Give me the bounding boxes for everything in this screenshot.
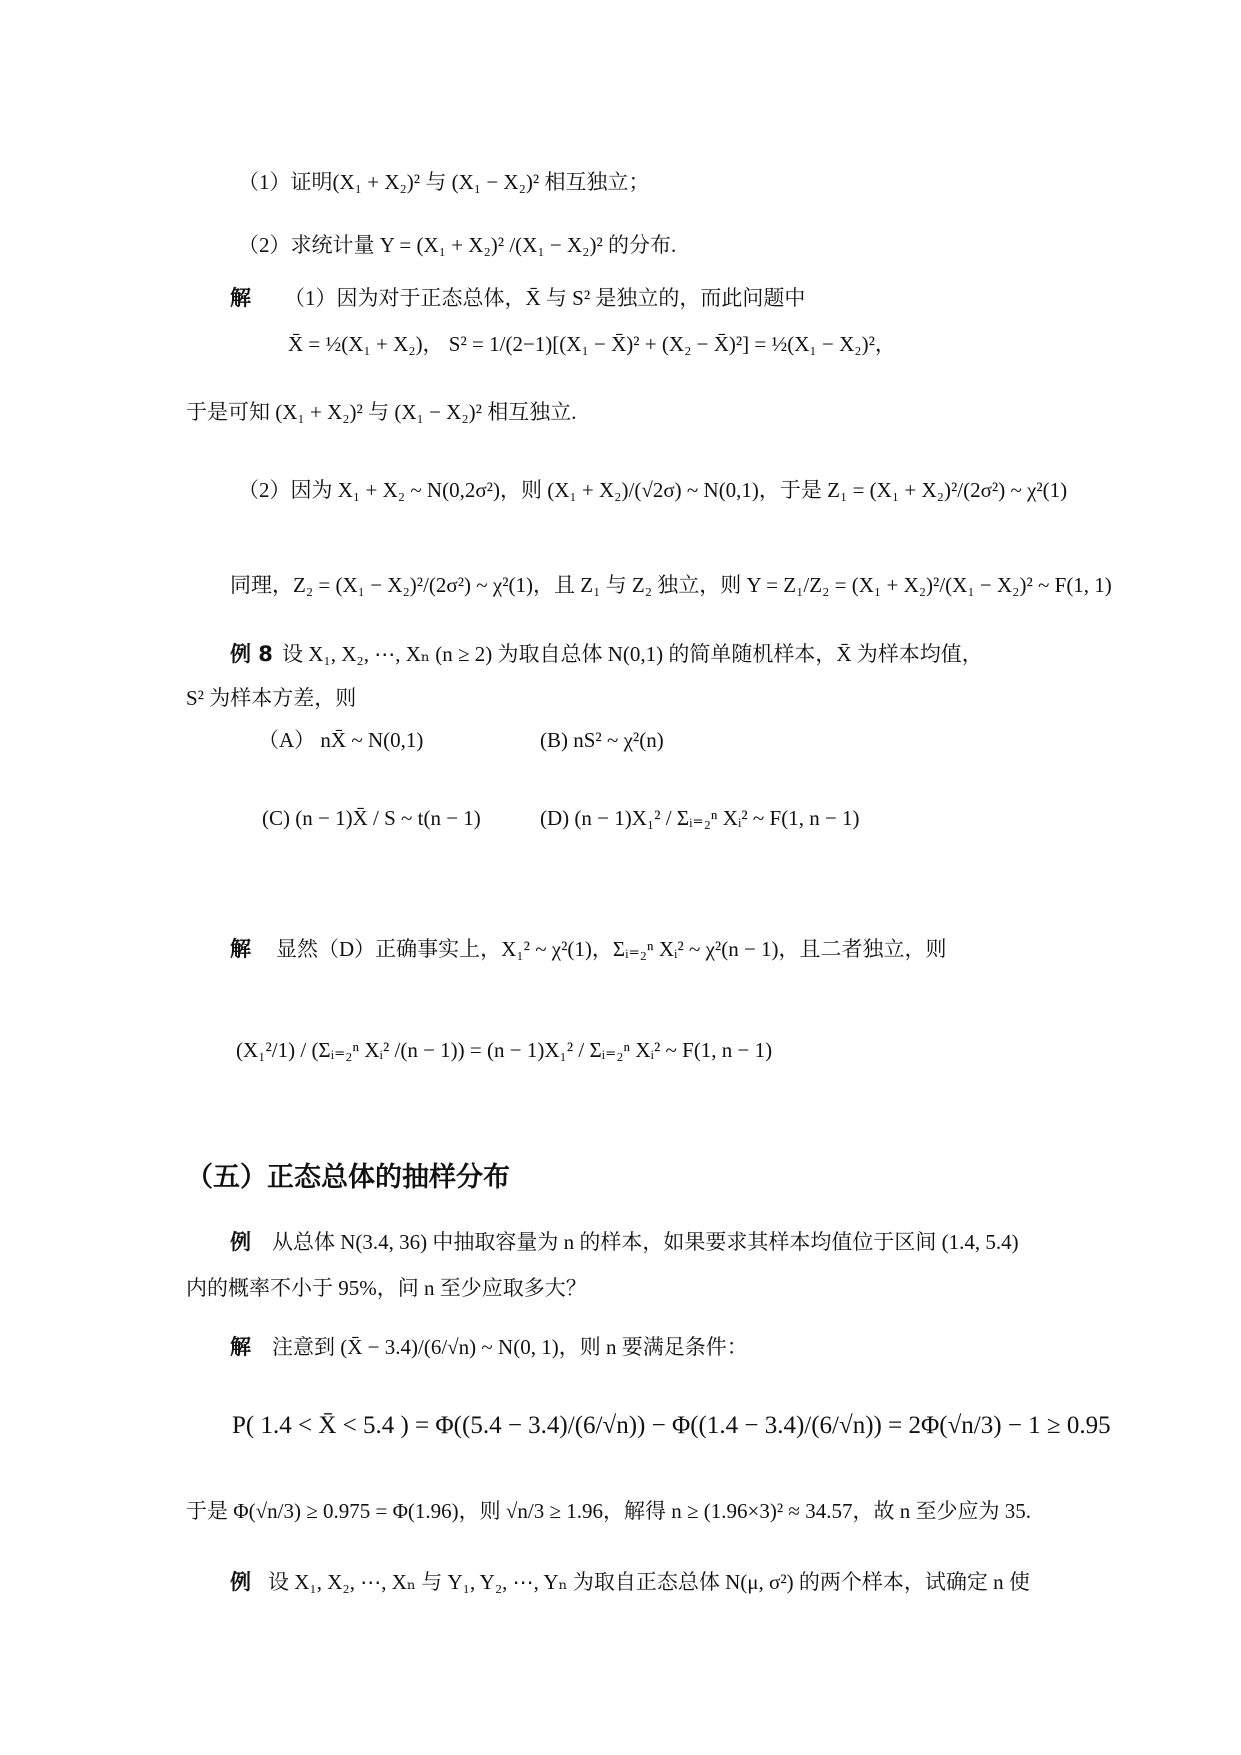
example-8-line-2: S² 为样本方差，则 [186,686,357,710]
probability-formula: P( 1.4 < X̄ < 5.4 ) = Φ((5.4 − 3.4)/(6/√n)) − Φ((1.4 − 3.4)/(6/√n)) = 2Φ(√n/3) − 1 ≥ 0.95 [232,1412,1111,1439]
example-label-2: 例 [230,1570,251,1594]
section-heading: （五）正态总体的抽样分布 [186,1162,510,1193]
solution-line-1: （1）因为对于正态总体，X̄ 与 S² 是独立的，而此问题中 [284,286,806,310]
solution-example-8-line-1: 显然（D）正确事实上，X₁² ~ χ²(1)，Σᵢ₌₂ⁿ Xᵢ² ~ χ²(n − 1)，且二者独立，则 [276,937,947,961]
option-b: (B) nS² ~ χ²(n) [540,728,664,752]
result-line: 于是 Φ(√n/3) ≥ 0.975 = Φ(1.96)，则 √n/3 ≥ 1.96，解得 n ≥ (1.96×3)² ≈ 34.57，故 n 至少应为 35. [186,1499,1031,1523]
solution-conclusion-1: 于是可知 (X₁ + X₂)² 与 (X₁ − X₂)² 相互独立. [186,400,577,424]
solution-formula-sample-mean-variance: X̄ = ½(X₁ + X₂)， S² = 1/(2−1)[(X₁ − X̄)² + (X₂ − X̄)²] = ½(X₁ − X₂)²， [288,332,896,356]
example-8-line-1: 设 X₁, X₂, ⋯, Xₙ (n ≥ 2) 为取自总体 N(0,1) 的简单随机样本，X̄ 为样本均值， [282,642,983,666]
solution-line-3: 注意到 (X̄ − 3.4)/(6/√n) ~ N(0, 1)，则 n 要满足条件： [272,1335,748,1359]
solution-label-1: 解 [230,286,251,310]
option-c: (C) (n − 1)X̄ / S ~ t(n − 1) [262,806,481,830]
option-d: (D) (n − 1)X₁² / Σᵢ₌₂ⁿ Xᵢ² ~ F(1, n − 1) [540,806,860,830]
example-line-1: 从总体 N(3.4, 36) 中抽取容量为 n 的样本，如果要求其样本均值位于区间 (1.4, 5.4) [272,1230,1019,1254]
statement-line-1: （1）证明(X₁ + X₂)² 与 (X₁ − X₂)² 相互独立； [238,170,650,194]
example-8-label: 例 8 [230,642,273,666]
solution-part-2-line-2: 同理，Z₂ = (X₁ − X₂)²/(2σ²) ~ χ²(1)，且 Z₁ 与 Z₂ 独立，则 Y = Z₁/Z₂ = (X₁ + X₂)²/(X₁ − X₂)² ~ F(1, 1) [230,573,1112,597]
solution-label-3: 解 [230,1335,251,1359]
option-a: （A） nX̄ ~ N(0,1) [258,728,424,752]
statement-line-2: （2）求统计量 Y = (X₁ + X₂)² /(X₁ − X₂)² 的分布. [238,233,677,257]
solution-label-2: 解 [230,937,251,961]
solution-part-2-line: （2）因为 X₁ + X₂ ~ N(0,2σ²)，则 (X₁ + X₂)/(√2σ) ~ N(0,1)，于是 Z₁ = (X₁ + X₂)²/(2σ²) ~ χ²(1) [238,478,1068,502]
solution-example-8-formula: (X₁²/1) / (Σᵢ₌₂ⁿ Xᵢ² /(n − 1)) = (n − 1)X₁² / Σᵢ₌₂ⁿ Xᵢ² ~ F(1, n − 1) [236,1038,773,1062]
example-line-3: 设 X₁, X₂, ⋯, Xₙ 与 Y₁, Y₂, ⋯, Yₙ 为取自正态总体 N(μ, σ²) 的两个样本，试确定 n 使 [268,1570,1030,1594]
example-line-2: 内的概率不小于 95%，问 n 至少应取多大？ [186,1276,587,1300]
example-label-1: 例 [230,1230,251,1254]
